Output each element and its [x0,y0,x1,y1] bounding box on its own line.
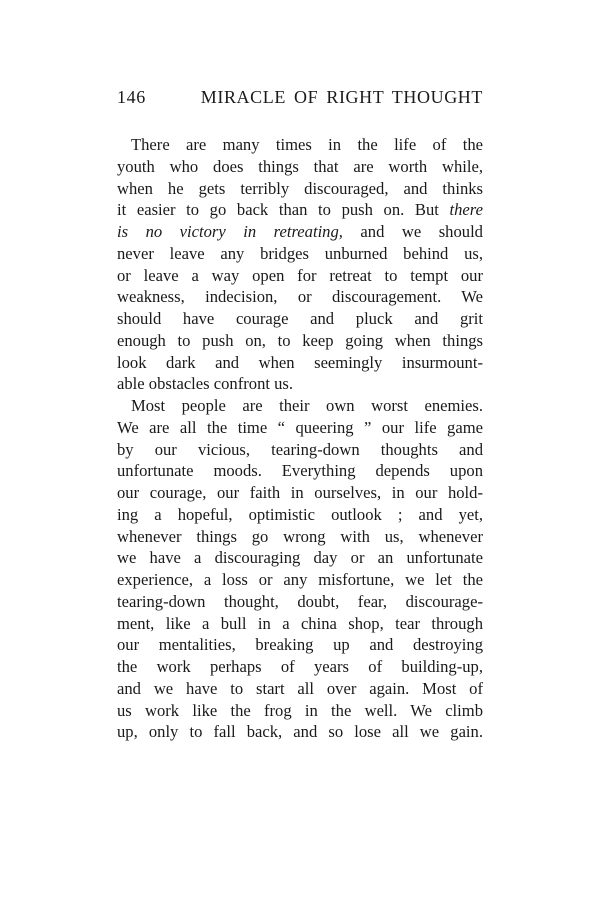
text-segment: experience, a loss or any misfortune, we let the [117,570,483,589]
text-line [117,700,483,722]
text-segment: We are all the time “ queering ” our life game [117,417,483,437]
text-segment: never leave any bridges unburned behind us, [117,243,483,263]
text-segment: the work perhaps of years of building-up, [117,657,483,676]
italic-text: is no victory in retreating, [117,222,343,241]
text-line [117,199,483,221]
text-line [117,721,483,743]
text-line [117,547,483,569]
text-line [117,395,483,417]
text-segment: we have a discouraging day or an unfortunate [117,548,483,568]
page-body [117,134,483,743]
text-line [117,221,483,243]
text-line [117,613,483,635]
text-segment: and we have to start all over again. Most of [117,678,483,698]
text-line [117,243,483,265]
text-line [117,352,483,374]
text-segment: Most people are their own worst enemies. [131,396,483,415]
text-segment: our courage, our faith in ourselves, in our hold- [117,483,483,502]
text-line [117,504,483,526]
text-segment: up, only to fall back, and so lose all we gain. [117,722,483,742]
text-line [117,482,483,504]
italic-text: there [449,200,483,220]
text-segment: able obstacles confront us. [117,374,294,394]
text-line [117,286,483,308]
text-segment: or leave a way open for retreat to tempt our [117,265,483,285]
text-segment: tearing-down thought, doubt, fear, discourage- [117,591,483,611]
text-line [117,678,483,700]
text-segment: it easier to go back than to push on. But [117,200,450,220]
text-line [117,156,483,178]
text-segment: us work like the frog in the well. We climb [117,700,483,720]
text-line [117,178,483,200]
text-line [117,134,483,156]
running-title: MIRACLE OF RIGHT THOUGHT [200,87,483,107]
text-segment: enough to push on, to keep going when things [117,330,483,350]
text-line [117,460,483,482]
text-segment: ing a hopeful, optimistic outlook ; and yet, [117,504,483,524]
text-segment: ment, like a bull in a china shop, tear through [117,613,483,633]
text-line [117,656,483,678]
text-line [117,330,483,352]
text-segment: by our vicious, tearing-down thoughts and [117,439,483,459]
text-line [117,417,483,439]
text-segment: youth who does things that are worth while, [117,156,483,176]
text-segment: our mentalities, breaking up and destroying [117,635,483,655]
running-header [117,87,483,108]
text-line [117,265,483,287]
text-line [117,634,483,656]
text-line [117,526,483,548]
text-line [117,591,483,613]
text-segment: weakness, indecision, or discouragement. We [117,287,483,307]
text-segment: There are many times in the life of the [131,135,483,154]
text-segment: and we should [342,222,483,241]
page-number: 146 [117,87,146,107]
text-segment: should have courage and pluck and grit [117,309,483,328]
text-line [117,373,483,395]
text-segment: whenever things go wrong with us, whenever [117,526,483,546]
text-segment: when he gets terribly discouraged, and thinks [117,178,483,198]
text-line [117,439,483,461]
text-line [117,569,483,591]
text-segment: look dark and when seemingly insurmount- [117,352,483,372]
text-line [117,308,483,330]
text-segment: unfortunate moods. Everything depends upon [117,461,483,481]
